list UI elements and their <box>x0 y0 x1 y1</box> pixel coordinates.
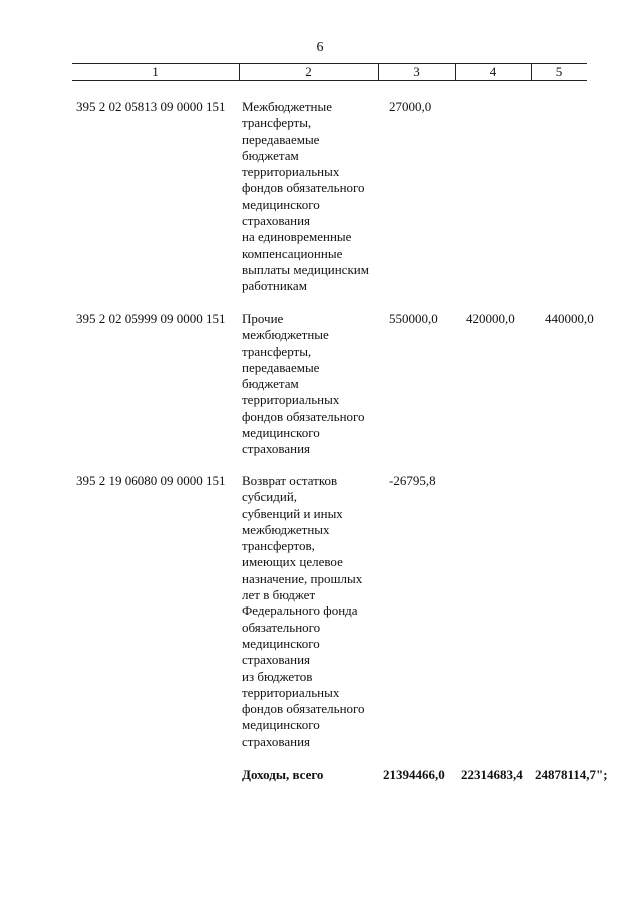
budget-code: 395 2 02 05813 09 0000 151 <box>76 99 226 114</box>
total-col-4: 22314683,4 <box>461 767 523 782</box>
budget-code: 395 2 19 06080 09 0000 151 <box>76 473 226 488</box>
amount-col-5: 440000,0 <box>545 311 594 326</box>
column-header-1: 1 <box>152 64 159 79</box>
total-label: Доходы, всего <box>242 767 324 782</box>
amount-col-4: 420000,0 <box>466 311 515 326</box>
budget-code: 395 2 02 05999 09 0000 151 <box>76 311 226 326</box>
column-header-3: 3 <box>413 64 420 79</box>
total-col-3: 21394466,0 <box>383 767 445 782</box>
page-number: 6 <box>316 40 324 55</box>
header-bottom-rule <box>72 80 587 81</box>
income-name: Возврат остатков субсидий, субвенций и иных межбюджетных трансфертов, имеющих целевое назначение, прошлых лет в бюджет Федерального фонда обязательного медицинского страхования из бюджетов территориальных фондов обязательного медицинского страхования <box>242 473 365 749</box>
column-header-2: 2 <box>305 64 312 79</box>
column-header-4: 4 <box>489 64 497 79</box>
amount-col-3: 550000,0 <box>389 311 438 326</box>
income-name: Межбюджетные трансферты, передаваемые бюджетам территориальных фондов обязательного медицинского страхования на единовременные компенсационные выплаты медицинским работникам <box>242 99 369 294</box>
income-name: Прочие межбюджетные трансферты, передаваемые бюджетам территориальных фондов обязательного медицинского страхования <box>242 311 365 457</box>
column-header-5: 5 <box>555 64 563 79</box>
amount-col-3: -26795,8 <box>389 473 436 488</box>
amount-col-3: 27000,0 <box>389 99 432 114</box>
total-col-5: 24878114,7"; <box>535 767 608 782</box>
